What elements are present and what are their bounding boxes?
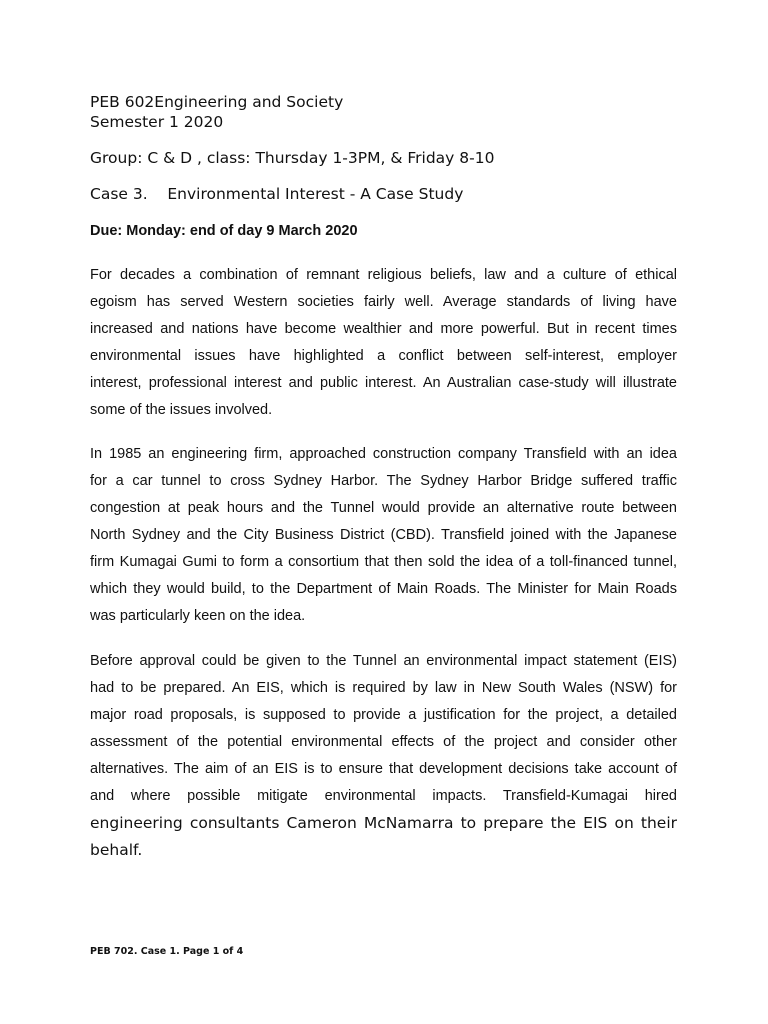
paragraph-line: For decades a combination of remnant religious beliefs, law and a culture of ethical — [90, 267, 677, 283]
paragraph-1 — [90, 262, 677, 424]
semester-line: Semester 1 2020 — [90, 113, 224, 131]
paragraph-line: firm Kumagai Gumi to form a consortium that then sold the idea of a toll-financed tunnel, — [90, 554, 677, 570]
group-class-line: Group: C & D , class: Thursday 1-3PM, & Friday 8-10 — [90, 149, 495, 167]
paragraph-line: egoism has served Western societies fairly well. Average standards of living have — [90, 294, 677, 310]
paragraph-line: behalf. — [90, 841, 143, 859]
paragraph-line: for a car tunnel to cross Sydney Harbor. The Sydney Harbor Bridge suffered traffic — [90, 473, 677, 489]
paragraph-line: North Sydney and the City Business District (CBD). Transfield joined with the Japanese — [90, 527, 677, 543]
paragraph-line: engineering consultants Cameron McNamarra to prepare the EIS on their — [90, 814, 677, 832]
course-title: PEB 602Engineering and Society — [90, 93, 344, 111]
page-footer: PEB 702. Case 1. Page 1 of 4 — [90, 946, 244, 957]
paragraph-line: Before approval could be given to the Tunnel an environmental impact statement (EIS) — [90, 653, 677, 669]
paragraph-line: had to be prepared. An EIS, which is required by law in New South Wales (NSW) for — [90, 680, 677, 696]
paragraph-line: and where possible mitigate environmental impacts. Transfield-Kumagai hired — [90, 788, 677, 804]
paragraph-line: congestion at peak hours and the Tunnel would provide an alternative route between — [90, 500, 677, 516]
paragraph-2 — [90, 441, 677, 630]
paragraph-line: In 1985 an engineering firm, approached construction company Transfield with an idea — [90, 446, 677, 462]
paragraph-line: environmental issues have highlighted a conflict between self-interest, employer — [90, 348, 677, 364]
due-date: Due: Monday: end of day 9 March 2020 — [90, 223, 358, 239]
paragraph-line: alternatives. The aim of an EIS is to ensure that development decisions take account of — [90, 761, 677, 777]
paragraph-line: which they would build, to the Department of Main Roads. The Minister for Main Roads — [90, 581, 677, 597]
paragraph-line: major road proposals, is supposed to provide a justification for the project, a detailed — [90, 707, 677, 723]
paragraph-line: assessment of the potential environmental effects of the project and consider other — [90, 734, 677, 750]
paragraph-line: some of the issues involved. — [90, 402, 273, 418]
paragraph-line: interest, professional interest and public interest. An Australian case-study will illustrate — [90, 375, 677, 391]
case-title: Case 3. Environmental Interest - A Case Study — [90, 185, 464, 203]
paragraph-line: increased and nations have become wealthier and more powerful. But in recent times — [90, 321, 677, 337]
paragraph-3 — [90, 648, 677, 864]
paragraph-line: was particularly keen on the idea. — [90, 608, 306, 624]
